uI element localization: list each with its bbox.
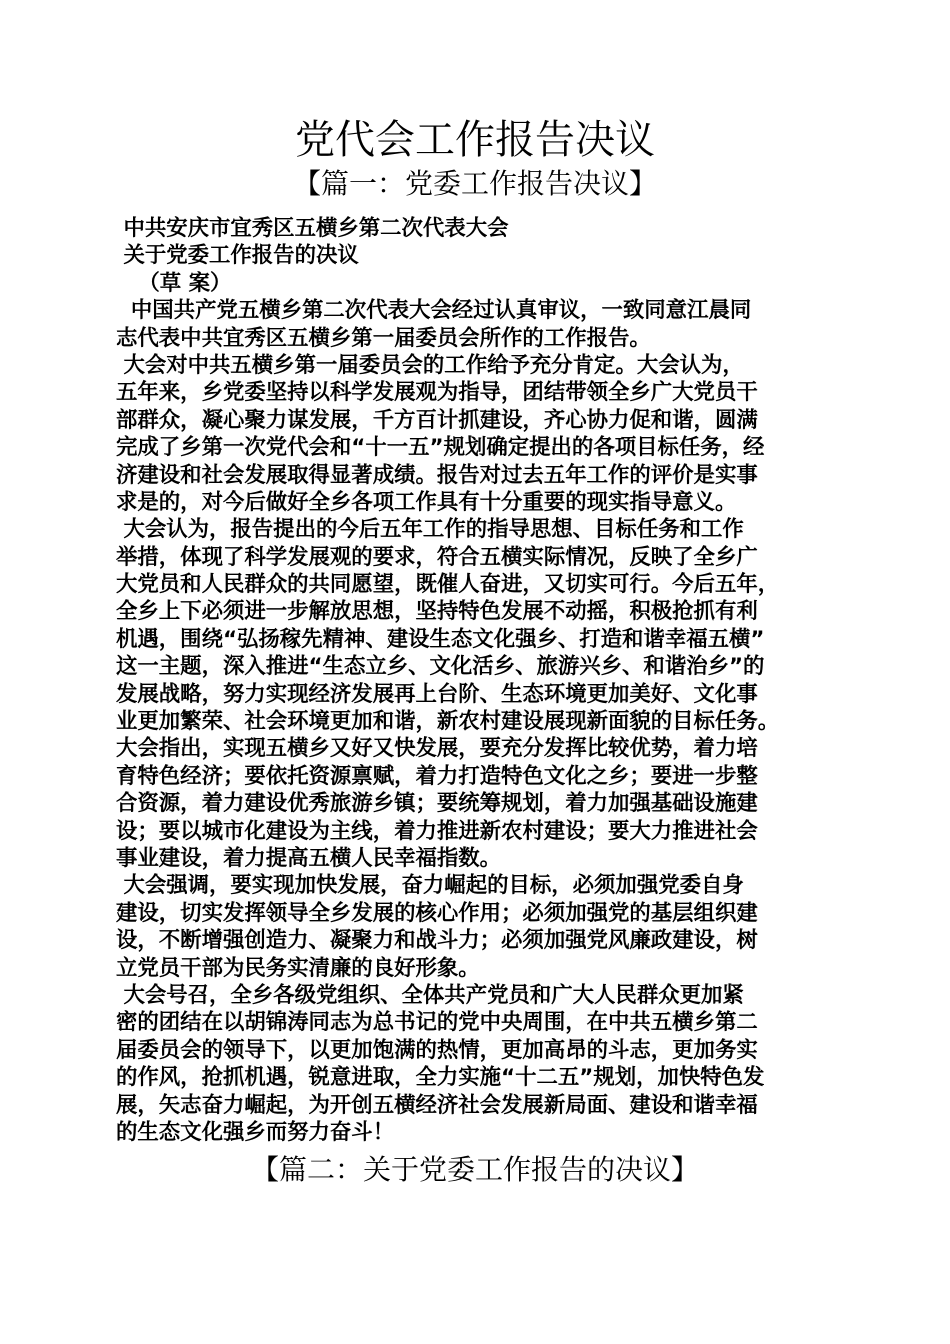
page-title: 党代会工作报告决议: [295, 117, 655, 163]
body-line: 密的团结在以胡锦涛同志为总书记的党中央周围，在中共五横乡第二: [116, 1010, 758, 1036]
body-line: 设；要以城市化建设为主线，着力推进新农村建设；要大力推进社会: [116, 818, 758, 844]
body-line: 机遇，围绕“弘扬稼先精神、建设生态文化强乡、打造和谐幸福五横”: [116, 626, 765, 652]
body-line: 中国共产党五横乡第二次代表大会经过认真审议，一致同意江晨同: [116, 298, 752, 324]
body-line: 志代表中共宜秀区五横乡第一届委员会所作的工作报告。: [116, 325, 651, 351]
section-heading-2: 【篇二：关于党委工作报告的决议】: [250, 1153, 699, 1186]
body-line: 这一主题，深入推进“生态立乡、文化活乡、旅游兴乡、和谐治乡”的: [116, 654, 765, 680]
body-line: 届委员会的领导下，以更加饱满的热情，更加高昂的斗志，更加务实: [116, 1037, 758, 1063]
body-line: 大会对中共五横乡第一届委员会的工作给予充分肯定。大会认为，: [116, 352, 744, 378]
body-line: （草 案）: [116, 270, 232, 296]
body-line: 五年来，乡党委坚持以科学发展观为指导，团结带领全乡广大党员干: [116, 380, 758, 406]
body-line: 展，矢志奋力崛起，为开创五横经济社会发展新局面、建设和谐幸福: [116, 1092, 758, 1118]
section-heading-1: 【篇一：党委工作报告决议】: [292, 167, 657, 200]
document-body: [116, 215, 838, 1146]
body-line: 举措，体现了科学发展观的要求，符合五横实际情况，反映了全乡广: [116, 544, 758, 570]
body-line: 中共安庆市宜秀区五横乡第二次代表大会: [116, 216, 509, 241]
body-line: 发展战略，努力实现经济发展再上台阶、生态环境更加美好、文化事: [116, 681, 758, 707]
body-line: 设，不断增强创造力、凝聚力和战斗力；必须加强党风廉政建设，树: [116, 928, 758, 954]
body-line: 立党员干部为民务实清廉的良好形象。: [116, 955, 480, 981]
body-line: 的生态文化强乡而努力奋斗！: [116, 1119, 395, 1145]
body-line: 育特色经济；要依托资源禀赋，着力打造特色文化之乡；要进一步整: [116, 763, 758, 789]
body-line: 部群众，凝心聚力谋发展，千方百计抓建设，齐心协力促和谐，圆满: [116, 407, 758, 433]
body-line: 建设，切实发挥领导全乡发展的核心作用；必须加强党的基层组织建: [116, 900, 758, 926]
body-line: 大党员和人民群众的共同愿望，既催人奋进，又切实可行。今后五年，: [116, 572, 780, 598]
body-line: 关于党委工作报告的决议: [116, 243, 359, 269]
body-line: 大会强调，要实现加快发展，奋力崛起的目标，必须加强党委自身: [116, 873, 744, 899]
body-line: 全乡上下必须进一步解放思想，坚持特色发展不动摇，积极抢抓有利: [116, 599, 758, 625]
body-line: 事业建设，着力提高五横人民幸福指数。: [116, 845, 502, 871]
body-line: 完成了乡第一次党代会和“十一五”规划确定提出的各项目标任务，经: [116, 435, 765, 461]
body-line: 的作风，抢抓机遇，锐意进取，全力实施“十二五”规划，加快特色发: [116, 1065, 765, 1091]
body-line: 合资源，着力建设优秀旅游乡镇；要统筹规划，着力加强基础设施建: [116, 791, 758, 817]
body-line: 业更加繁荣、社会环境更加和谐，新农村建设展现新面貌的目标任务。: [116, 709, 780, 735]
body-line: 大会号召，全乡各级党组织、全体共产党员和广大人民群众更加紧: [116, 982, 744, 1008]
body-line: 求是的，对今后做好全乡各项工作具有十分重要的现实指导意义。: [116, 489, 737, 515]
body-line: 大会指出，实现五横乡又好又快发展，要充分发挥比较优势，着力培: [116, 736, 758, 762]
body-line: 济建设和社会发展取得显著成绩。报告对过去五年工作的评价是实事: [116, 462, 758, 488]
body-line: 大会认为，报告提出的今后五年工作的指导思想、目标任务和工作: [116, 517, 744, 543]
